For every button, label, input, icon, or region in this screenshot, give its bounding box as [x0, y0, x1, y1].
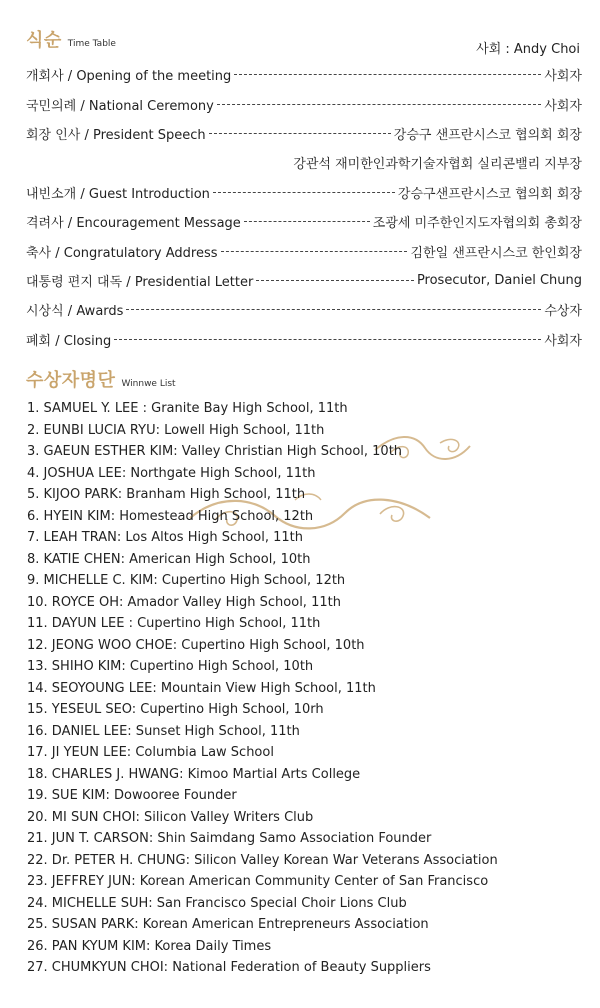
list-item: 27. CHUMKYUN CHOI: National Federation of Beauty Suppliers [27, 960, 431, 975]
program-row [26, 207, 582, 236]
list-item: 16. DANIEL LEE: Sunset High School, 11th [27, 723, 300, 739]
timetable-subtitle: Time Table [67, 39, 116, 49]
leader-line [209, 133, 391, 134]
program-label: 개회사 / Opening of the meeting [26, 69, 232, 85]
list-item: 13. SHIHO KIM: Cupertino High School, 10th [27, 659, 314, 674]
list-item: 1. SAMUEL Y. LEE : Granite Bay High School, 11th [27, 401, 348, 416]
list-item: 26. PAN KYUM KIM: Korea Daily Times [27, 938, 272, 954]
program-row [26, 178, 582, 207]
list-item: 19. SUE KIM: Dowooree Founder [27, 788, 237, 803]
program-label: 시상식 / Awards [26, 304, 124, 320]
program-label: 회장 인사 / President Speech [26, 127, 206, 143]
program-speaker: 강승구샌프란시스코 협의회 회장 [397, 186, 582, 202]
program-row [26, 60, 582, 89]
list-item: 8. KATIE CHEN: American High School, 10th [27, 551, 311, 567]
leader-line [234, 74, 541, 75]
program-speaker: 수상자 [544, 304, 582, 320]
program-speaker: 사회자 [544, 333, 582, 349]
winners-title: 수상자명단 [26, 370, 116, 391]
list-item: 21. JUN T. CARSON: Shin Saimdang Samo Association Founder [27, 831, 432, 846]
leader-line [114, 339, 541, 340]
leader-line [213, 192, 395, 193]
program-row [26, 119, 582, 148]
program-row-continued [26, 148, 582, 177]
list-item: 14. SEOYOUNG LEE: Mountain View High School, 11th [27, 680, 376, 696]
program-speaker: 강승구 샌프란시스코 협의회 회장 [393, 127, 582, 143]
list-item: 15. YESEUL SEO: Cupertino High School, 10rh [27, 702, 324, 717]
program-row [26, 236, 582, 265]
list-item: 11. DAYUN LEE : Cupertino High School, 11th [27, 616, 321, 631]
winners-heading [26, 366, 176, 392]
program-speaker: 강관석 재미한인과학기술자협회 실리콘밸리 지부장 [293, 157, 582, 173]
list-item: 9. MICHELLE C. KIM: Cupertino High School, 12th [27, 573, 346, 588]
list-item: 17. JI YEUN LEE: Columbia Law School [27, 745, 274, 760]
leader-line [256, 280, 414, 281]
list-item: 25. SUSAN PARK: Korean American Entrepreneurs Association [27, 917, 429, 932]
leader-line [217, 104, 541, 105]
leader-line [221, 251, 408, 252]
program-label: 대통령 편지 대독 / Presidential Letter [26, 274, 254, 290]
program-label: 격려사 / Encouragement Message [26, 216, 241, 232]
list-item: 2. EUNBI LUCIA RYU: Lowell High School, 11th [27, 422, 325, 438]
program-label: 국민의례 / National Ceremony [26, 98, 214, 114]
list-item: 18. CHARLES J. HWANG: Kimoo Martial Arts College [27, 766, 361, 782]
program-row [26, 295, 582, 324]
list-item: 3. GAEUN ESTHER KIM: Valley Christian High School, 10th [27, 444, 403, 459]
program-speaker: 사회자 [544, 98, 582, 114]
program-speaker: 조광세 미주한인지도자협의회 총회장 [372, 216, 582, 232]
program-speaker: 사회자 [544, 69, 582, 85]
host-line: 사회 : Andy Choi [476, 42, 580, 57]
list-item: 5. KIJOO PARK: Branham High School, 11th [27, 487, 306, 502]
timetable-title: 식순 [26, 30, 62, 51]
list-item: 23. JEFFREY JUN: Korean American Community Center of San Francisco [27, 874, 489, 889]
program-row [26, 325, 582, 354]
program-row [26, 89, 582, 118]
program-label: 내빈소개 / Guest Introduction [26, 186, 210, 202]
list-item: 10. ROYCE OH: Amador Valley High School, 11th [27, 594, 341, 610]
list-item: 24. MICHELLE SUH: San Francisco Special Choir Lions Club [27, 895, 407, 911]
program-list [26, 60, 582, 354]
leader-line [244, 221, 370, 222]
program-speaker: 김한일 샌프란시스코 한인회장 [410, 245, 582, 261]
program-row [26, 266, 582, 295]
list-item: 20. MI SUN CHOI: Silicon Valley Writers Club [27, 809, 314, 825]
list-item: 22. Dr. PETER H. CHUNG: Silicon Valley Korean War Veterans Association [27, 852, 498, 868]
leader-line [126, 309, 541, 310]
list-item: 6. HYEIN KIM: Homestead High School, 12th [27, 508, 314, 524]
list-item: 7. LEAH TRAN: Los Altos High School, 11th [27, 530, 304, 545]
timetable-heading [26, 26, 116, 52]
winners-subtitle: Winnwe List [121, 379, 176, 389]
list-item: 12. JEONG WOO CHOE: Cupertino High School, 10th [27, 637, 365, 653]
program-label: 폐회 / Closing [26, 333, 112, 349]
program-speaker: Prosecutor, Daniel Chung [416, 272, 582, 288]
program-label: 축사 / Congratulatory Address [26, 245, 218, 261]
list-item: 4. JOSHUA LEE: Northgate High School, 11th [27, 465, 316, 481]
winners-list [27, 398, 498, 979]
